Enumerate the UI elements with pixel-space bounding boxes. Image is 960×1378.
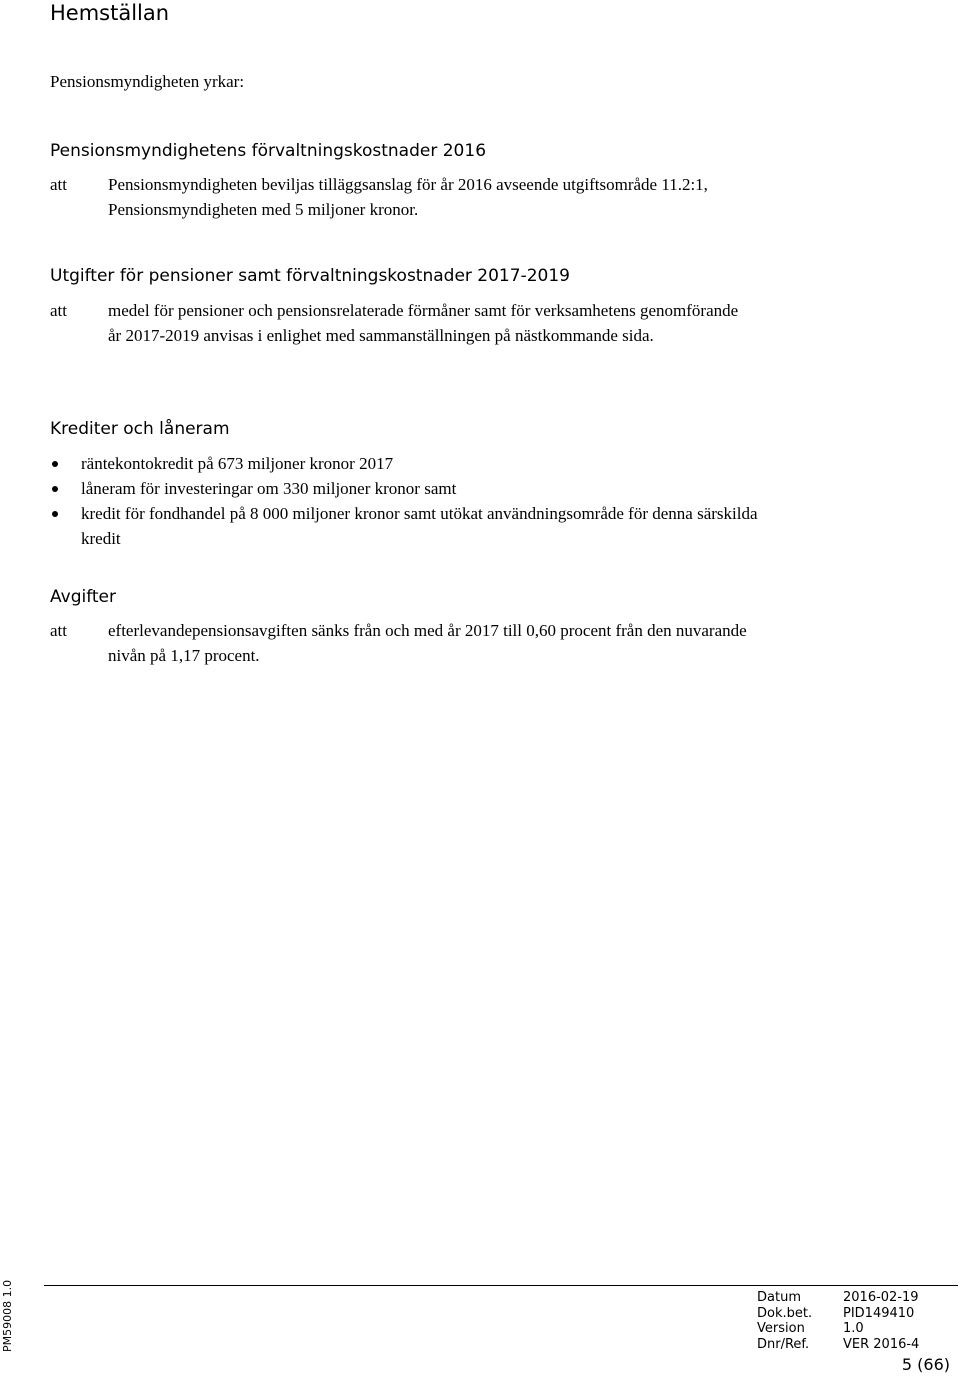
meta-label: Version bbox=[757, 1321, 805, 1336]
page-title: Hemställan bbox=[50, 1, 170, 25]
intro-text: Pensionsmyndigheten yrkar: bbox=[50, 72, 245, 91]
att-text: efterlevandepensionsavgiften sänks från och med år 2017 till 0,60 procent från den nuvarande nivån på 1,17 procent. bbox=[108, 621, 747, 665]
att-text: medel för pensioner och pensionsrelaterade förmåner samt för verksamhetens genomförande år 2017-2019 anvisas i enlighet med sammanställningen på nästkommande sida. bbox=[108, 301, 739, 345]
page-number: 5 (66) bbox=[901, 1355, 950, 1374]
meta-value: PID149410 bbox=[843, 1305, 915, 1321]
att-label: att bbox=[50, 175, 67, 194]
document-meta bbox=[757, 1290, 919, 1352]
section-heading-utgifter-pensioner: Utgifter för pensioner samt förvaltningskostnader 2017-2019 bbox=[50, 266, 570, 286]
meta-row-dnr bbox=[757, 1337, 919, 1353]
bullet-icon bbox=[52, 486, 58, 492]
meta-label: Dok.bet. bbox=[757, 1305, 813, 1321]
list-item bbox=[50, 451, 770, 476]
form-code: PM59008 1.0 bbox=[1, 1279, 14, 1352]
meta-label: Datum bbox=[757, 1290, 801, 1305]
meta-value: VER 2016-4 bbox=[843, 1336, 920, 1352]
bullet-icon bbox=[52, 511, 58, 517]
meta-row-dokbet bbox=[757, 1306, 919, 1322]
section-heading-avgifter: Avgifter bbox=[50, 587, 117, 607]
meta-row-version bbox=[757, 1321, 919, 1337]
footer-divider bbox=[44, 1285, 958, 1286]
list-item bbox=[50, 476, 770, 501]
section-heading-forvaltningskostnader-2016: Pensionsmyndighetens förvaltningskostnader 2016 bbox=[50, 141, 487, 161]
att-label: att bbox=[50, 301, 67, 320]
att-label: att bbox=[50, 621, 67, 640]
att-text: Pensionsmyndigheten beviljas tilläggsanslag för år 2016 avseende utgiftsområde 11.2:1, Pensionsmyndigheten med 5 miljoner kronor. bbox=[108, 175, 708, 219]
list-item bbox=[50, 501, 770, 551]
meta-label: Dnr/Ref. bbox=[757, 1336, 810, 1352]
meta-row-datum bbox=[757, 1290, 919, 1306]
meta-value: 1.0 bbox=[843, 1321, 864, 1336]
bullet-icon bbox=[52, 461, 58, 467]
list-item-text: låneram för investeringar om 330 miljoner kronor samt bbox=[81, 479, 457, 498]
meta-value: 2016-02-19 bbox=[843, 1290, 919, 1305]
section-heading-krediter: Krediter och låneram bbox=[50, 419, 230, 439]
credit-list bbox=[50, 451, 770, 551]
list-item-text: räntekontokredit på 673 miljoner kronor 2017 bbox=[81, 454, 394, 473]
list-item-text: kredit för fondhandel på 8 000 miljoner kronor samt utökat användningsområde för denna särskilda kredit bbox=[81, 504, 758, 548]
